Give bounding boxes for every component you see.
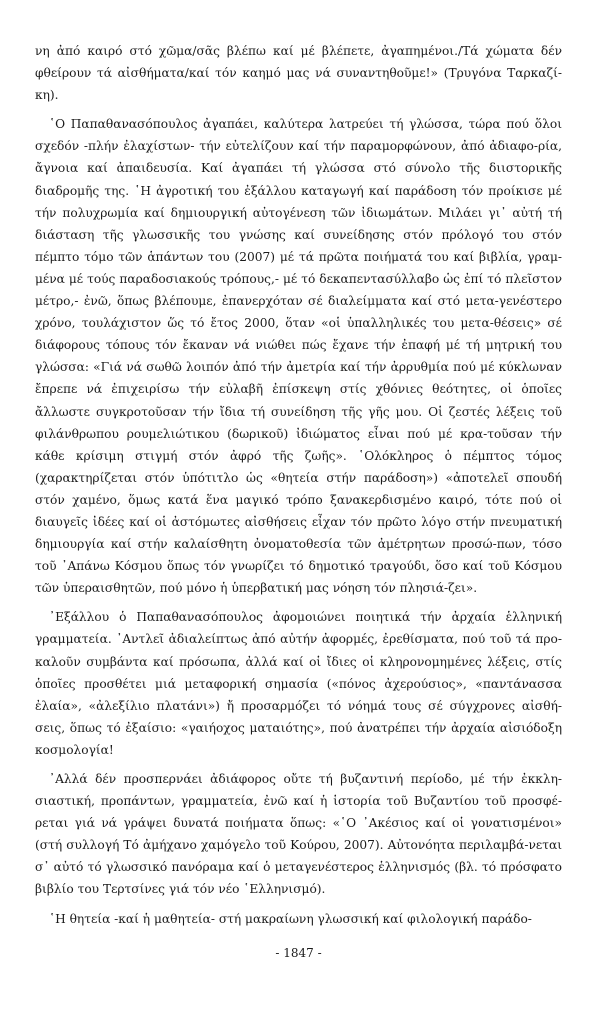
paragraph-2: ῾Ο Παπαθανασόπουλος ἀγαπάει, καλύτερα λατρεύει τή γλώσσα, τώρα πού ὅλοι σχεδόν -πλήν ἐλαχίστων- τήν εὐτελίζουν καί τήν παραμορφώνουν, ἀπό ἀδιαφο-ρία, ἄγνοια καί ἀπαιδευσία. Καί ἀγαπάει τή γλώσσα στό σύνολο τῆς διιστορικῆς διαδρομῆς της. ῾Η ἀγροτική του ἐξάλλου καταγωγή καί παράδοση τόν προίκισε μέ τήν πολυχρωμία καί δημιουργική αὐτογένεση τῶν ἰδιωμάτων. Μιλάει γι᾽ αὐτή τή διάσταση τῆς γλωσσικῆς του γνώσης καί συνείδησης στόν πρόλογό του στόν πέμπτο τόμο τῶν ἁπάντων του (2007) μέ τά πρῶτα ποιήματά του καί βιβλία, γραμ-μένα μέ τούς παραδοσιακούς τρόπους,- μέ τό δεκαπεντασύλλαβο ὡς ἐπί τό πλεῖστον μέτρο,- ἐνῶ, ὅπως βλέπουμε, ἐπανερχόταν σέ διαλείμματα καί στό μετα-γενέστερο χρόνο, τουλάχιστον ὥς τό ἔτος 2000, ὅταν «οἱ ὑπαλληλικές του μετα-θέσεις» σέ διάφορους τόπους τόν ἔκαναν νά νιώθει πώς ἔχανε τήν ἐπαφή μέ τή μητρική του γλώσσα: «Γιά νά σωθῶ λοιπόν ἀπό τήν ἀμετρία καί τήν ἀρρυθμία πού μέ κύκλωναν ἔπρεπε νά ἐπιχειρίσω τήν εὐλαβῆ ἐπίσκεψη στίς χθόνιες θεότητες, οἱ ὁποῖες ἄλλωστε συγκροτοῦσαν τήν ἴδια τή συνείδηση τῆς γῆς μου. Οἱ ζεστές λέξεις τοῦ φιλάνθρωπου ρουμελιώτικου (δωρικοῦ) ἰδιώματος εἶναι πού μέ κρα-τοῦσαν τήν κάθε κρίσιμη στιγμή στόν ἀφρό τῆς ζωῆς». ῾Ολόκληρος ὁ πέμπτος τόμος (χαρακτηρίζεται στόν ὑπότιτλο ὡς «θητεία στήν παράδοση») «ἀποτελεῖ σπουδή στόν χαμένο, ὅμως κατά ἕνα μαγικό τρόπο ξανακερδισμένο καιρό, τότε πού οἱ διαυγεῖς ἰδέες καί οἱ ἀστόμωτες αἰσθήσεις εἶχαν τόν πρῶτο λόγο στήν πνευματική δημιουργία καί στήν καλαίσθητη ὀνοματοθεσία τῶν ἀμέτρητων προσώ-πων, τόσο τοῦ ᾽Απάνω Κόσμου ὅπως τόν γνωρίζει τό δημοτικό τραγούδι, ὅσο καί τοῦ Κόσμου τῶν ὑπεραισθητῶν, πού μόνο ἡ ὑπερβατική μας νόηση τόν πλησιά-ζει». [35, 117, 562, 596]
paragraph-1: νη ἀπό καιρό στό χῶμα/σᾶς βλέπω καί μέ βλέπετε, ἀγαπημένοι./Τά χώματα δέν φθείρουν τά αἰσθήματα/καί τόν καημό μας νά συναντηθοῦμε!» (Τρυγόνα Ταρκαζί-κη). [35, 44, 562, 103]
page-number: - 1847 - [275, 946, 322, 960]
paragraph-5: ῾Η θητεία -καί ἡ μαθητεία- στή μακραίωνη γλωσσική καί φιλολογική παράδο- [49, 911, 532, 926]
paragraph-3: ᾽Εξάλλου ὁ Παπαθανασόπουλος ἀφομοιώνει ποιητικά τήν ἀρχαία ἑλληνική γραμματεία. ᾽Αντλεῖ ἀδιαλείπτως ἀπό αὐτήν ἀφορμές, ἐρεθίσματα, πού τοῦ τά προ-καλοῦν συμβάντα καί πρόσωπα, ἀλλά καί οἱ ἴδιες οἱ κληρονομημένες λέξεις, στίς ὁποῖες προσθέτει μιά μεταφορική σημασία («πόνος ἀχερούσιος», «παντάνασσα ἐλαία», «ἀλεξίλιο πλατάνι») ἤ προσαρμόζει τό νόημά τους σέ σύγχρονες αἰσθή-σεις, ὅπως τό ἐξαίσιο: «γαιήοχος ματαιότης», πού ἀνατρέπει τήν ἀρχαία αἰσιόδοξη κοσμολογία! [35, 610, 562, 757]
body-text [35, 40, 562, 930]
paragraph-4: ᾽Αλλά δέν προσπερνάει ἀδιάφορος οὔτε τή βυζαντινή περίοδο, μέ τήν ἐκκλη-σιαστική, προπάντων, γραμματεία, ἐνῶ καί ἡ ἱστορία τοῦ Βυζαντίου τοῦ προσφέ-ρεται γιά νά γράψει δυνατά ποιήματα ὅπως: «῾Ο ᾽Ακέσιος καί οἱ γονατισμένοι» (στή συλλογή Τό ἀμήχανο χαμόγελο τοῦ Κούρου, 2007). Αὐτονόητα περιλαμβά-νεται σ᾽ αὐτό τό γλωσσικό πανόραμα καί ὁ μεταγενέστερος ἑλληνισμός (βλ. τό πρόσφατο βιβλίο του Τερτσίνες γιά τόν νέο ῾Ελληνισμό). [35, 772, 562, 897]
